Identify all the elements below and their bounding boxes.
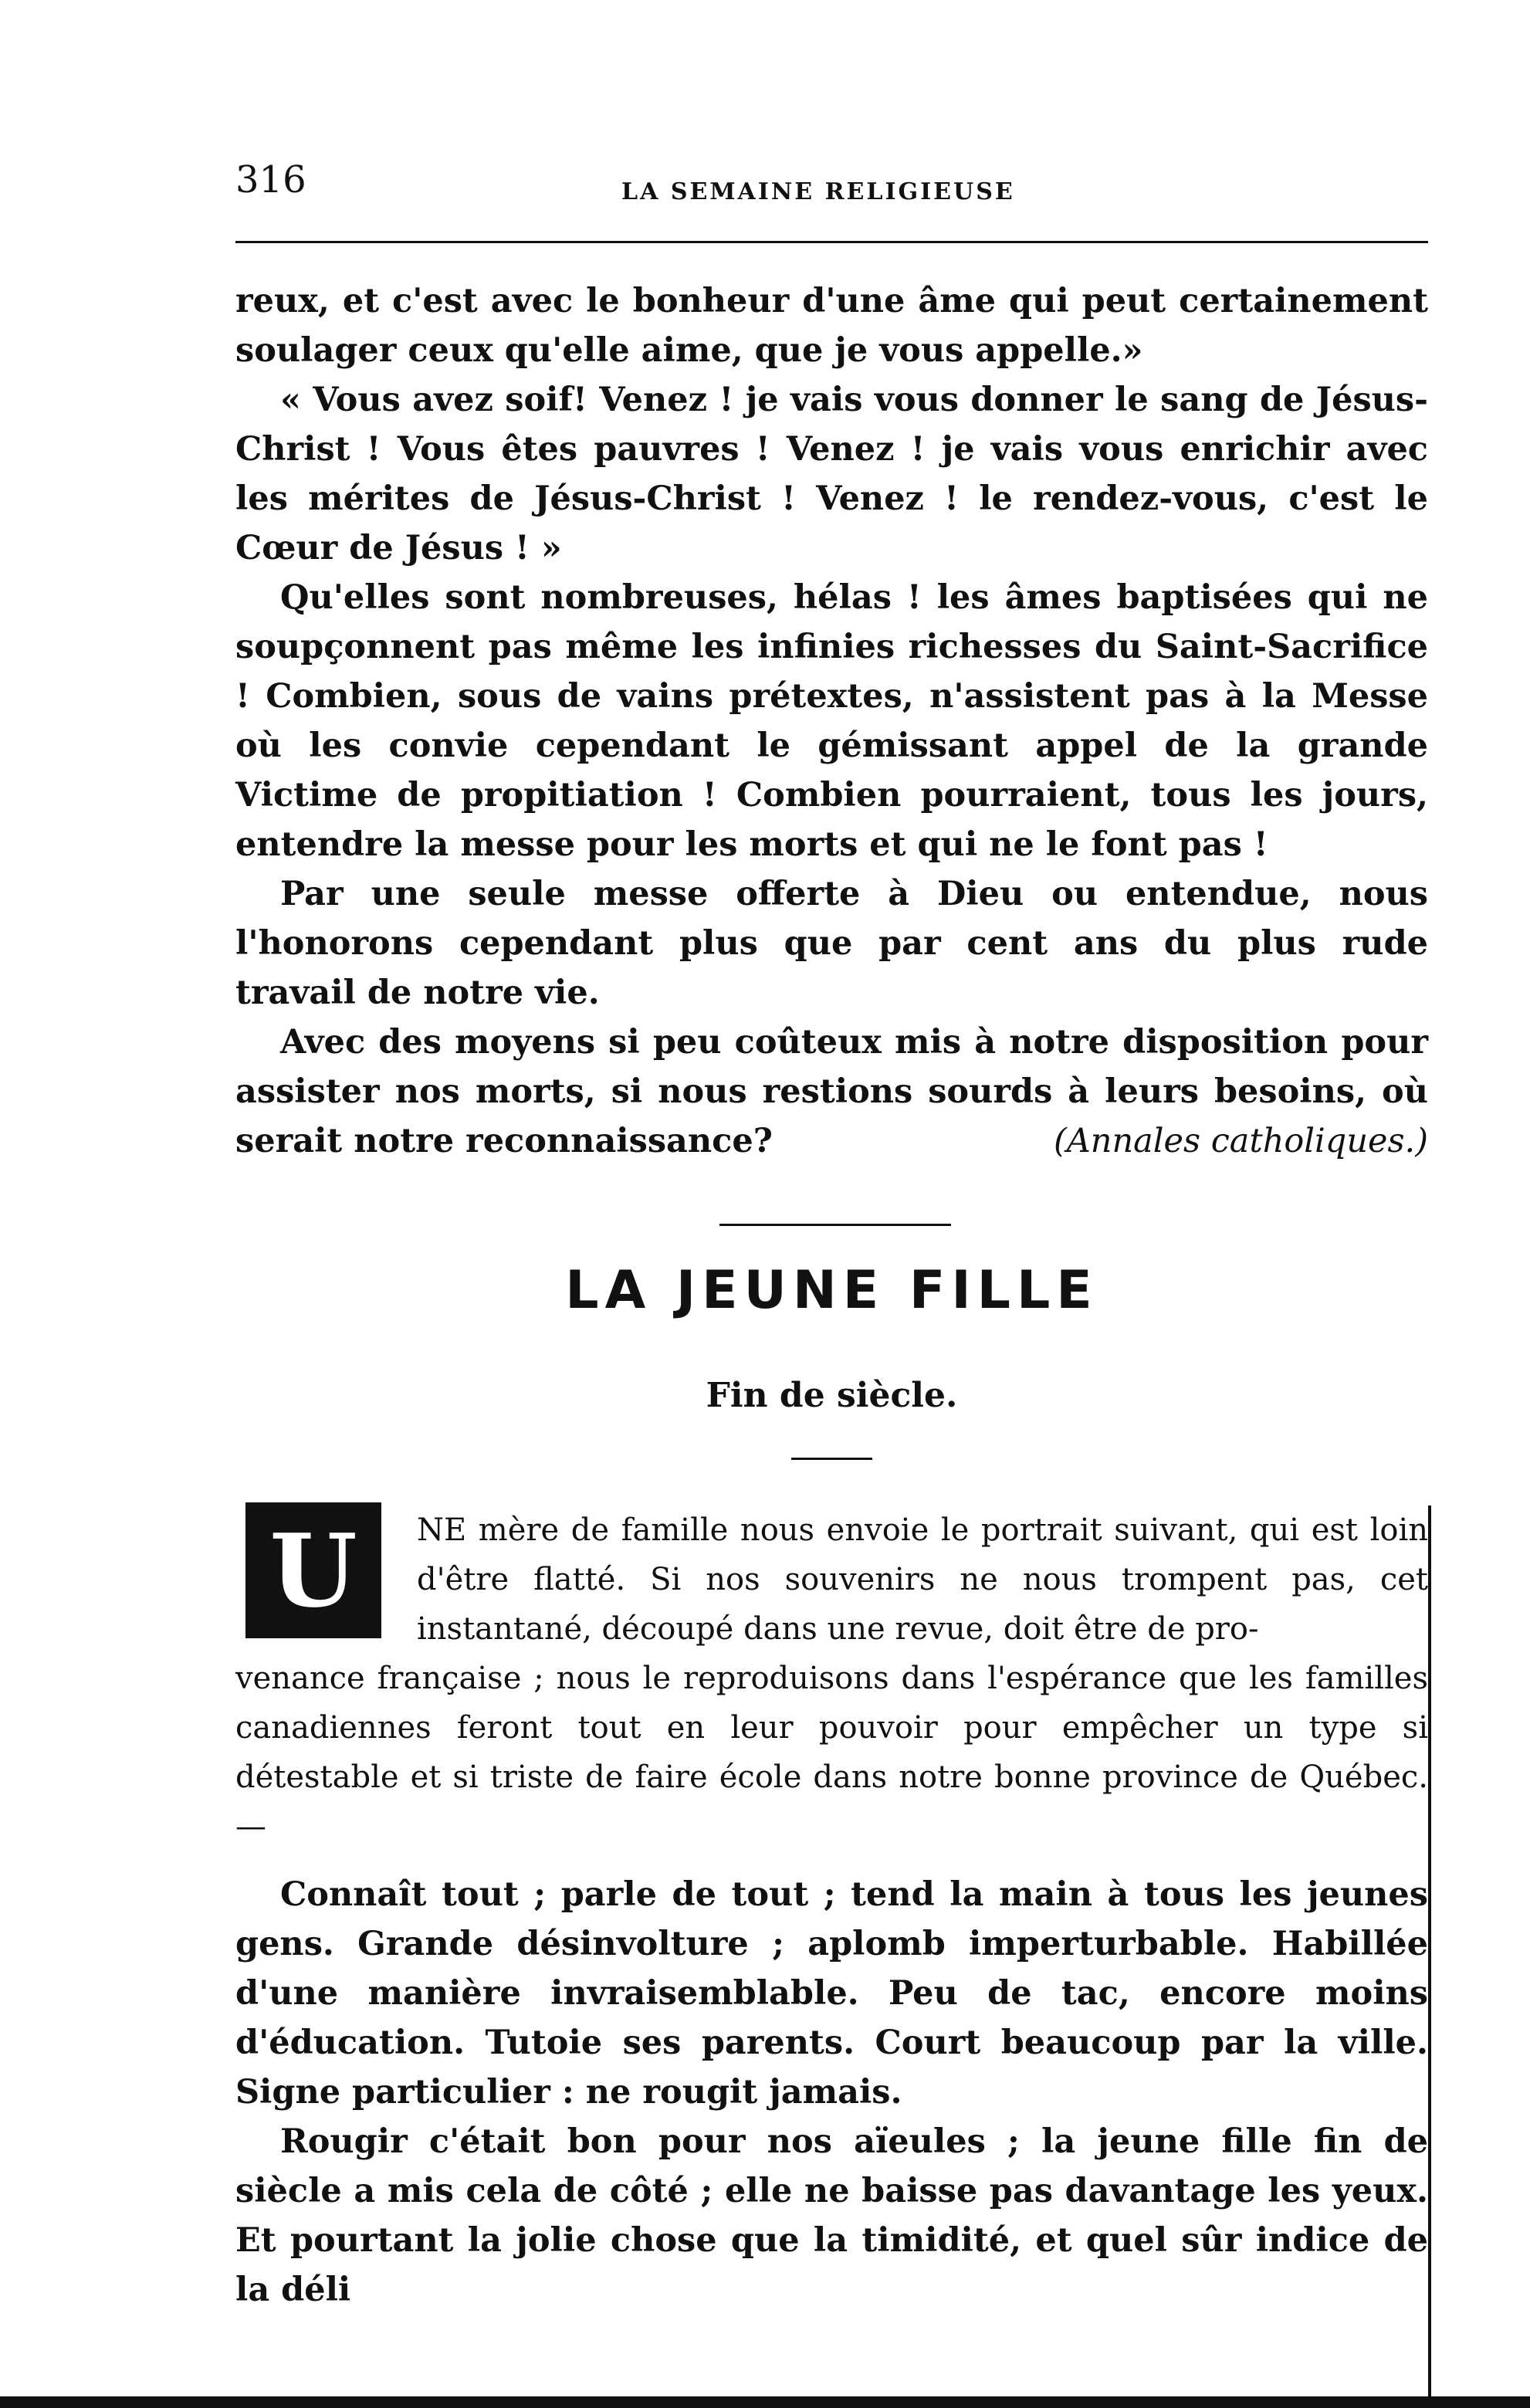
paragraph-quote: « Vous avez soif! Venez ! je vais vous donner le sang de Jésus-Christ ! Vous êtes pauvres ! Venez ! je vais vous enrichir avec les mérites de Jésus-Christ ! Venez ! le rendez-vous, c'est le Cœur de Jésus ! » xyxy=(235,381,1428,567)
paragraph-portrait: Connaît tout ; parle de tout ; tend la main à tous les jeunes gens. Grande désinvolture ; aplomb imperturbable. Habillée d'une manière invraisemblable. Peu de tac, encore moins d'éducation. Tutoie ses parents. Court beaucoup par la ville. Signe particulier : ne rougit jamais. xyxy=(235,1875,1428,2112)
intro-text-first: NE mère de famille nous envoie le portrait suivant, qui est loin d'être flatté. Si nos souvenirs ne nous trompent pas, cet instantané, découpé dans une revue, doit être de pro- xyxy=(417,1512,1428,1647)
scan-edge-right xyxy=(1428,1505,1431,2408)
paragraph-gratitude xyxy=(235,1018,1428,1166)
paragraph-single-mass: Par une seule messe offerte à Dieu ou entendue, nous l'honorons cependant plus que par cent ans du plus rude travail de notre vie. xyxy=(235,875,1428,1012)
paragraph-continuation: reux, et c'est avec le bonheur d'une âme qui peut certainement soulager ceux qu'elle aime, que je vous appelle.» xyxy=(235,282,1428,370)
subtitle-rule xyxy=(791,1458,872,1460)
section-title: LA JEUNE FILLE xyxy=(565,1260,1098,1321)
page-number: 316 xyxy=(235,158,306,202)
scan-edge-bottom xyxy=(0,2396,1530,2408)
top-text-block xyxy=(235,276,1428,1166)
header-rule xyxy=(235,241,1428,243)
section-separator xyxy=(719,1224,951,1226)
paragraph-souls: Qu'elles sont nombreuses, hélas ! les âmes baptisées qui ne soupçonnent pas même les infinies richesses du Saint-Sacrifice ! Combien, sous de vains prétextes, n'assistent pas à la Messe où les convie cependant le gémissant appel de la grande Victime de propitiation ! Combien pourraient, tous les jours, entendre la messe pour les morts et qui ne le font pas ! xyxy=(235,578,1428,864)
paragraph-gratitude-text: Avec des moyens si peu coûteux mis à notre disposition pour assister nos morts, si nous restions sourds à leurs besoins, où serait notre reconnaissance? xyxy=(235,1023,1428,1160)
source-citation: (Annales catholiques.) xyxy=(1053,1122,1428,1160)
ornamental-dropcap: U xyxy=(245,1502,381,1638)
intro-text-rest: venance française ; nous le reproduisons dans l'espérance que les familles canadiennes feront tout en leur pouvoir pour empêcher un type si détestable et si triste de faire école dans notre bonne province de Québec. — xyxy=(235,1661,1428,1844)
paragraph-blushing: Rougir c'était bon pour nos aïeules ; la jeune fille fin de siècle a mis cela de côté ; elle ne baisse pas davantage les yeux. Et pourtant la jolie chose que la timidité, et quel sûr indice de la déli xyxy=(235,2122,1428,2309)
running-title: LA SEMAINE RELIGIEUSE xyxy=(621,178,1015,205)
intro-first-lines xyxy=(417,1505,1428,1654)
page-header xyxy=(235,158,1428,212)
intro-continuation xyxy=(235,1654,1428,2315)
section-subtitle: Fin de siècle. xyxy=(706,1376,958,1415)
